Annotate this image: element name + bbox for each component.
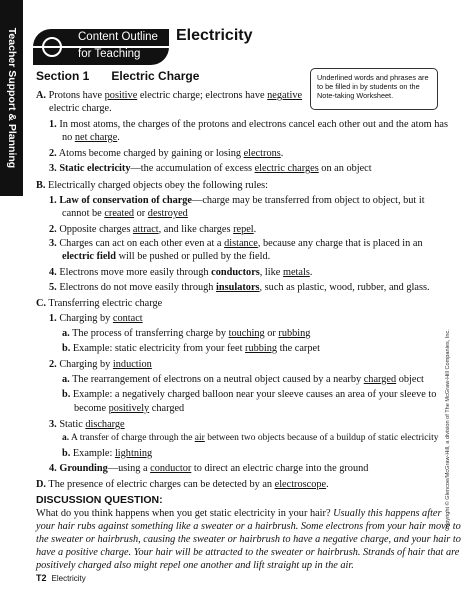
page-footer <box>36 573 86 583</box>
text: electric charge; electrons have <box>137 90 268 101</box>
outline-C2a <box>62 373 424 386</box>
text: —charge may be transferred from object to object, but it <box>192 195 425 206</box>
blank-answer: metals <box>282 267 310 278</box>
blank-answer: positive <box>104 90 138 101</box>
outline-C1a <box>62 327 310 340</box>
blank-answer: destroyed <box>147 208 188 219</box>
text: , like <box>259 267 283 278</box>
text: , because any charge that is placed in an <box>257 238 423 249</box>
letter-label: B. <box>36 180 46 191</box>
number-label: 2. <box>49 148 57 159</box>
number-label: 3. <box>49 238 57 249</box>
text: . <box>280 148 284 159</box>
number-label: 3. <box>49 163 57 174</box>
number-label: 5. <box>49 282 57 293</box>
text: The presence of electric charges can be detected by an <box>48 479 275 490</box>
text: become <box>74 403 109 414</box>
text: electric charge. <box>49 103 112 114</box>
sub-letter-label: b. <box>62 389 71 400</box>
text: —using a <box>107 463 151 474</box>
number-label: 1. <box>49 195 57 206</box>
sub-letter-label: a. <box>62 328 70 339</box>
discussion-line-3 <box>36 533 461 546</box>
text: Static <box>59 419 86 430</box>
blank-answer: positively <box>108 403 150 414</box>
sub-letter-label: b. <box>62 448 71 459</box>
page-title: Electricity <box>176 27 253 44</box>
text: . <box>309 267 313 278</box>
sidebar-tab <box>0 0 23 196</box>
badge-line-1: Content Outline <box>78 31 158 43</box>
blank-answer: rubbing <box>245 343 278 354</box>
number-label: 4. <box>49 267 57 278</box>
sub-letter-label: b. <box>62 343 71 354</box>
letter-label: A. <box>36 90 47 101</box>
blank-answer: lightning <box>114 448 153 459</box>
blank-answer: insulators <box>216 282 260 293</box>
text: on an object <box>318 163 372 174</box>
text: The rearrangement of electrons on a neutral object caused by a nearby <box>72 374 364 385</box>
copyright-notice: Copyright © Glencoe/McGraw-Hill, a division of The McGraw-Hill Companies, Inc. <box>445 329 451 531</box>
outline-C <box>36 297 162 310</box>
key-term: Grounding <box>59 463 108 474</box>
text: Electrically charged objects obey the following rules: <box>48 180 269 191</box>
discussion-line-5 <box>36 559 354 572</box>
text: will be pushed or pulled by the field. <box>116 251 271 262</box>
blank-answer: conductor <box>150 463 192 474</box>
blank-answer: discharge <box>85 419 125 430</box>
blank-answer: net charge <box>74 132 118 143</box>
number-label: 2. <box>49 359 57 370</box>
text: , such as plastic, wood, rubber, and glass. <box>259 282 430 293</box>
discussion-answer: your hair rubs against something like a sweater or a hairbrush. Some electrons from your hair move to <box>36 521 461 532</box>
number-label: 4. <box>49 463 57 474</box>
number-label: 1. <box>49 313 57 324</box>
outline-A <box>36 89 302 102</box>
text: Atoms become charged by gaining or losing <box>58 148 244 159</box>
text: Charges can act on each other even at a <box>59 238 225 249</box>
text: —the accumulation of excess <box>130 163 255 174</box>
outline-B3-cont <box>62 250 270 263</box>
text: charged <box>149 403 185 414</box>
outline-C3 <box>49 418 125 431</box>
outline-D <box>36 478 329 491</box>
text: Transferring electric charge <box>48 298 163 309</box>
letter-label: C. <box>36 298 47 309</box>
outline-A2 <box>49 147 283 160</box>
text: Example: a negatively charged balloon near your sleeve causes an area of your sleeve to <box>72 389 437 400</box>
blank-answer: charged <box>363 374 397 385</box>
discussion-answer: the sweater or hairbrush, causing the sweater or hairbrush to have a negative charge, and your hair to <box>36 534 461 545</box>
number-label: 1. <box>49 119 57 130</box>
blank-answer: induction <box>112 359 152 370</box>
blank-answer: touching <box>228 328 265 339</box>
outline-B2 <box>49 223 256 236</box>
outline-C3a <box>62 432 439 445</box>
outline-B3 <box>49 237 423 250</box>
blank-answer: electric charges <box>254 163 319 174</box>
blank-answer: distance <box>224 238 258 249</box>
key-term: electric field <box>62 251 117 262</box>
discussion-answer: positively charged also might repel one another and lift straight up in the air. <box>36 560 354 571</box>
outline-C2b-cont <box>74 402 184 415</box>
discussion-line-1 <box>36 507 442 520</box>
key-term: conductors <box>211 267 260 278</box>
blank-answer: contact <box>112 313 143 324</box>
outline-A3 <box>49 162 372 175</box>
key-term: Law of conservation of charge <box>59 195 193 206</box>
page-number: T2 <box>36 573 47 583</box>
text: to direct an electric charge into the ground <box>191 463 369 474</box>
section-name: Electric Charge <box>111 69 200 83</box>
discussion-answer: have a positive charge. Your hair will be attracted to the sweater or hairbrush. Strands of hair that are <box>36 547 460 558</box>
text: A transfer of charge through the <box>70 433 195 443</box>
text: In most atoms, the charges of the protons and electrons cancel each other out and the atom has <box>59 119 448 130</box>
key-term: Static electricity <box>59 163 131 174</box>
sub-letter-label: a. <box>62 374 70 385</box>
text: Charging by <box>59 313 113 324</box>
section-heading <box>36 69 199 83</box>
outline-C4 <box>49 462 368 475</box>
outline-C1 <box>49 312 143 325</box>
note-box: Underlined words and phrases are to be filled in by students on the Note-taking Worksheet. <box>310 68 438 110</box>
text: The process of transferring charge by <box>72 328 229 339</box>
text: between two objects because of a buildup of static electricity <box>204 433 439 443</box>
blank-answer: attract <box>132 224 159 235</box>
text: Example: <box>72 448 115 459</box>
section-number: Section 1 <box>36 69 90 83</box>
outline-A1 <box>49 118 448 131</box>
outline-B1 <box>49 194 425 207</box>
outline-B1-cont <box>62 207 188 220</box>
outline-C3b <box>62 447 152 460</box>
sidebar-label: Teacher Support & Planning <box>6 27 18 169</box>
text: Opposite charges <box>59 224 133 235</box>
outline-C2b <box>62 388 436 401</box>
discussion-answer: Usually this happens after <box>333 508 442 519</box>
number-label: 2. <box>49 224 57 235</box>
blank-answer: created <box>104 208 135 219</box>
text: Example: static electricity from your feet <box>72 343 246 354</box>
discussion-line-2 <box>36 520 461 533</box>
discussion-heading: DISCUSSION QUESTION: <box>36 494 163 506</box>
text: Protons have <box>48 90 105 101</box>
discussion-question: What do you think happens when you get static electricity in your hair? <box>36 508 331 519</box>
discussion-line-4 <box>36 546 459 559</box>
text: or <box>134 208 148 219</box>
blank-answer: electrons <box>243 148 281 159</box>
text: . <box>253 224 257 235</box>
text: cannot be <box>62 208 105 219</box>
sub-letter-label: a. <box>62 433 70 443</box>
blank-answer: repel <box>233 224 254 235</box>
number-label: 3. <box>49 419 57 430</box>
outline-A-cont <box>49 102 112 115</box>
blank-answer: rubbing <box>278 328 311 339</box>
outline-B4 <box>49 266 312 279</box>
text: . <box>117 132 120 143</box>
blank-answer: negative <box>267 90 303 101</box>
blank-answer: electroscope <box>274 479 327 490</box>
outline-C2 <box>49 358 152 371</box>
outline-B5 <box>49 281 430 294</box>
outline-C1b <box>62 342 320 355</box>
blank-answer: air <box>194 433 205 443</box>
text: no <box>62 132 75 143</box>
text: Electrons do not move easily through <box>59 282 217 293</box>
text: Charging by <box>59 359 113 370</box>
footer-subject: Electricity <box>51 574 86 583</box>
outline-A1-cont <box>62 131 120 144</box>
text: , and like charges <box>158 224 234 235</box>
text: or <box>264 328 279 339</box>
text: . <box>326 479 329 490</box>
text: Electrons move more easily through <box>59 267 212 278</box>
text: the carpet <box>277 343 320 354</box>
letter-label: D. <box>36 479 47 490</box>
text: object <box>396 374 424 385</box>
outline-B <box>36 179 268 192</box>
content-outline-badge <box>33 29 169 65</box>
badge-line-2: for Teaching <box>78 48 141 60</box>
badge-circle-icon <box>42 37 62 57</box>
